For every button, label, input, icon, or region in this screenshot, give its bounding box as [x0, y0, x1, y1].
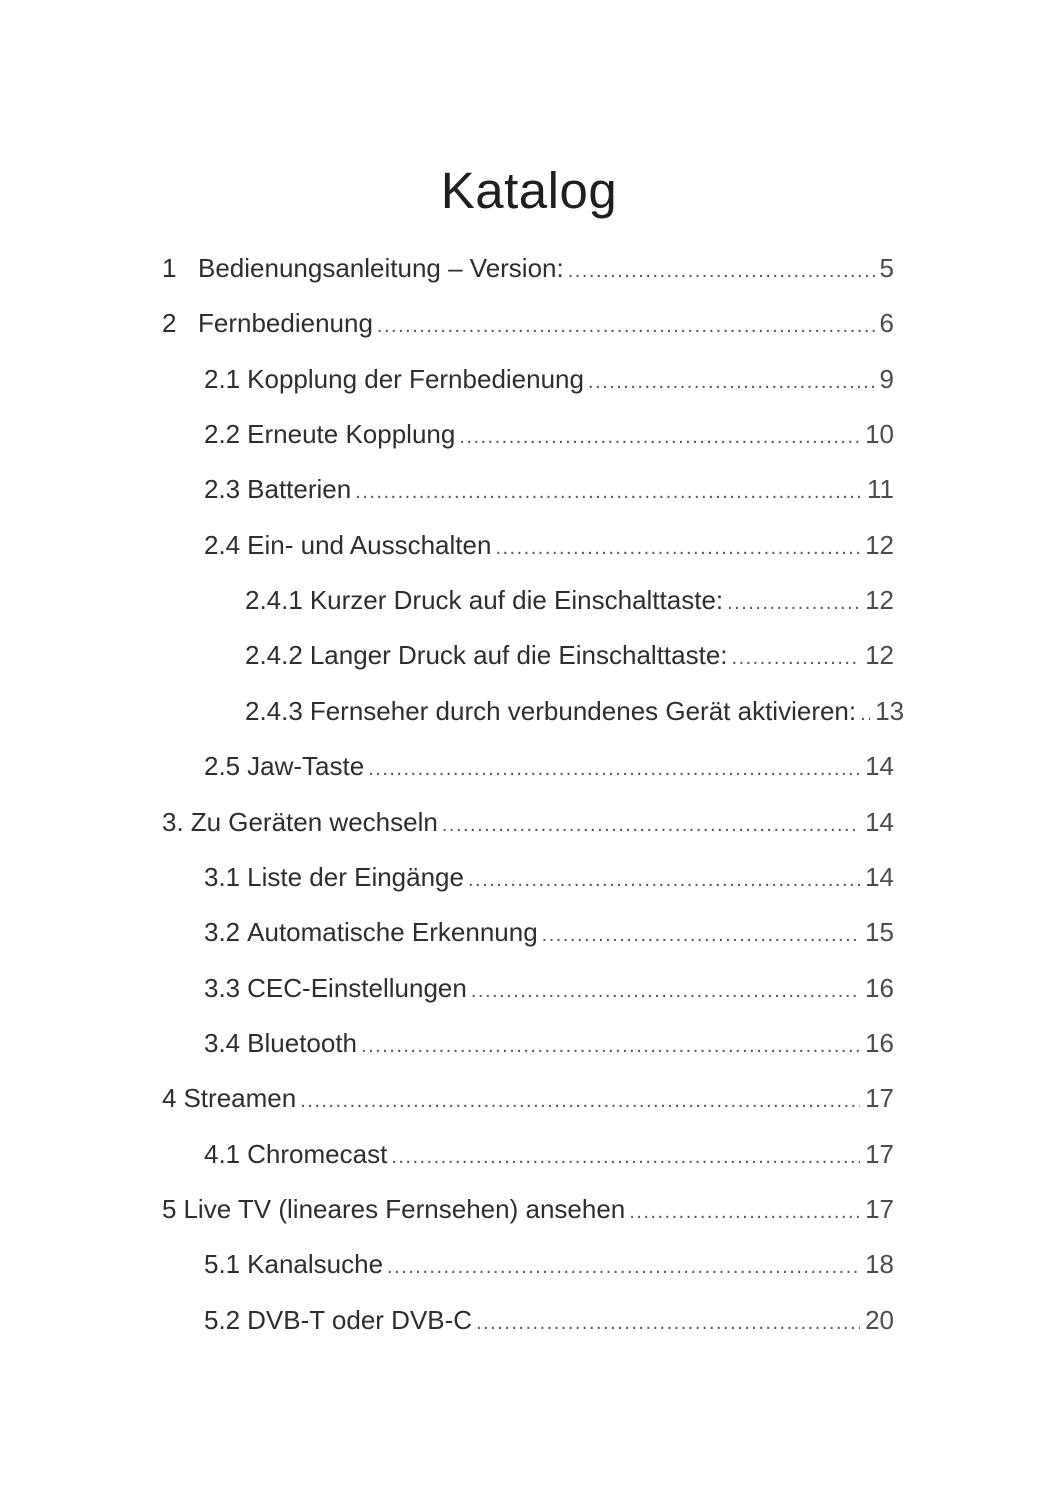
toc-entry-label: Fernbedienung	[198, 308, 373, 339]
toc-entry[interactable]	[204, 1027, 894, 1062]
toc-entry-label: Bedienungsanleitung – Version:	[198, 253, 564, 283]
toc-entry[interactable]	[204, 363, 894, 398]
toc-entry-number: 5.2	[204, 1304, 241, 1335]
toc-entry-number: 2.1	[204, 363, 241, 394]
toc-page-number: 17	[865, 1193, 894, 1224]
toc-entry-number: 3.	[162, 806, 184, 837]
toc-page-number: 18	[865, 1249, 894, 1280]
toc-page-number: 6	[879, 308, 894, 339]
toc-entry-number: 1	[162, 253, 177, 283]
dot-leader	[495, 532, 860, 564]
toc-entry-number: 3.3	[204, 972, 241, 1003]
toc-page-number: 12	[865, 640, 894, 671]
table-of-contents	[162, 252, 905, 1412]
toc-entry[interactable]	[204, 750, 894, 785]
dot-leader	[588, 366, 875, 398]
toc-entry[interactable]	[245, 695, 905, 730]
toc-entry-number: 2.2	[204, 419, 241, 450]
toc-page-number: 15	[865, 917, 894, 948]
toc-entry-label: Streamen	[183, 1083, 297, 1114]
toc-entry[interactable]	[204, 916, 894, 951]
toc-page-number: 17	[865, 1083, 894, 1114]
toc-page-number: 10	[865, 419, 894, 450]
toc-entry[interactable]	[204, 972, 894, 1007]
toc-page-number: 14	[865, 806, 894, 837]
toc-entry-number: 5	[162, 1193, 177, 1224]
toc-page-number: 17	[865, 1138, 894, 1169]
dot-leader	[387, 1251, 860, 1283]
toc-page-number: 14	[865, 751, 894, 782]
toc-entry-label: Langer Druck auf die Einschalttaste:	[309, 640, 728, 671]
dot-leader	[542, 919, 860, 951]
toc-entry-label: Kanalsuche	[247, 1249, 384, 1280]
toc-page-number: 9	[879, 363, 894, 394]
toc-entry-label: Batterien	[247, 474, 352, 505]
dot-leader	[361, 1030, 860, 1062]
dot-leader	[468, 864, 860, 896]
dot-leader	[300, 1085, 860, 1117]
toc-entry-label: DVB-T oder DVB-C	[247, 1304, 473, 1335]
toc-entry[interactable]	[204, 529, 894, 564]
toc-entry-label: Erneute Kopplung	[247, 419, 456, 450]
toc-entry-number: 2.4.3	[245, 695, 303, 726]
toc-entry[interactable]	[245, 639, 894, 674]
toc-entry-number: 4.1	[204, 1138, 241, 1169]
dot-leader	[476, 1307, 860, 1339]
toc-page-number: 13	[875, 695, 905, 726]
toc-entry-number: 3.1	[204, 861, 241, 892]
toc-entry[interactable]	[204, 1304, 894, 1339]
dot-leader	[442, 809, 860, 841]
toc-entry[interactable]	[162, 1193, 894, 1228]
toc-entry-number: 2.3	[204, 474, 241, 505]
toc-entry-label: Chromecast	[247, 1138, 388, 1169]
toc-entry[interactable]	[204, 861, 894, 896]
toc-entry-label: Bluetooth	[247, 1027, 358, 1058]
toc-entry-number: 2	[162, 308, 177, 339]
toc-entry-label: Live TV (lineares Fernsehen) ansehen	[183, 1193, 626, 1224]
page-title: Katalog	[440, 162, 618, 219]
toc-entry-number: 5.1	[204, 1249, 241, 1280]
toc-entry[interactable]	[245, 584, 894, 619]
dot-leader	[732, 642, 861, 674]
toc-page-number: 16	[865, 1027, 894, 1058]
toc-entry-number: 3.2	[204, 917, 241, 948]
toc-entry-label: Jaw-Taste	[247, 751, 365, 782]
toc-page-number: 11	[867, 474, 894, 505]
toc-entry-number: 3.4	[204, 1027, 241, 1058]
toc-entry-label: Zu Geräten wechseln	[190, 806, 438, 837]
dot-leader	[391, 1141, 860, 1173]
toc-entry[interactable]	[162, 307, 894, 342]
toc-entry-label: Ein- und Ausschalten	[247, 529, 492, 560]
toc-entry[interactable]	[204, 418, 894, 453]
toc-entry-number: 4	[162, 1083, 177, 1114]
dot-leader	[568, 255, 875, 287]
toc-page-number: 5	[879, 253, 894, 283]
toc-entry[interactable]	[162, 252, 894, 287]
dot-leader	[368, 753, 860, 785]
toc-entry-label: Automatische Erkennung	[247, 917, 538, 948]
toc-entry-label: Liste der Eingänge	[247, 861, 464, 892]
toc-entry[interactable]	[204, 473, 894, 508]
toc-entry[interactable]	[162, 1082, 894, 1117]
toc-page-number: 12	[865, 529, 894, 560]
dot-leader	[727, 587, 860, 619]
toc-page-number: 20	[865, 1304, 894, 1335]
dot-leader	[471, 975, 860, 1007]
toc-page-number: 14	[865, 861, 894, 892]
dot-leader	[377, 310, 875, 342]
toc-entry-label: CEC-Einstellungen	[247, 972, 467, 1003]
toc-entry-label: Fernseher durch verbundenes Gerät aktivieren:	[309, 695, 857, 726]
toc-entry-number: 2.4.1	[245, 585, 303, 616]
toc-entry[interactable]	[204, 1138, 894, 1173]
toc-entry[interactable]	[204, 1248, 894, 1283]
toc-entry-number: 2.4	[204, 529, 241, 560]
dot-leader	[459, 421, 860, 453]
toc-entry-label: Kurzer Druck auf die Einschalttaste:	[309, 585, 724, 616]
toc-entry-number: 2.5	[204, 751, 241, 782]
toc-entry[interactable]	[162, 806, 894, 841]
toc-entry-number: 2.4.2	[245, 640, 303, 671]
dot-leader	[860, 698, 870, 730]
toc-page-number: 16	[865, 972, 894, 1003]
dot-leader	[629, 1196, 860, 1228]
toc-page-number: 12	[865, 585, 894, 616]
toc-entry-label: Kopplung der Fernbedienung	[247, 363, 584, 394]
dot-leader	[355, 476, 862, 508]
